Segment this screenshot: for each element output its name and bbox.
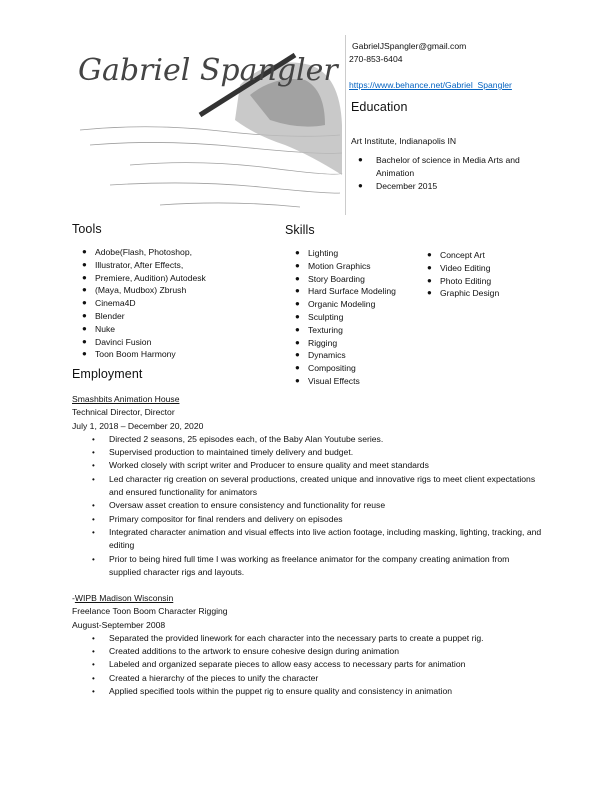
skills-list-col1 [295, 247, 396, 388]
list-item: ● Hard Surface Modeling [295, 286, 396, 297]
list-item: • Led character rig creation on several productions, created unique and innovative rigs to meet client expectations and ensured functionality for animators [92, 473, 536, 498]
list-item: ● Nuke [82, 323, 116, 334]
job-title: Technical Director, Director [72, 407, 175, 418]
bullet-icon: • [92, 514, 95, 524]
skills-heading: Skills [285, 223, 315, 237]
bullet-icon: ● [295, 286, 300, 296]
bullet-icon: ● [295, 260, 300, 270]
signature: Gabriel Spangler [78, 53, 338, 88]
list-item: • Created additions to the artwork to ensure cohesive design during animation [109, 645, 542, 658]
bullet-icon: ● [82, 336, 87, 346]
bullet-icon: ● [358, 155, 363, 164]
list-item: ● Blender [82, 310, 125, 321]
list-item: ● Story Boarding [295, 273, 365, 284]
list-item: • Separated the provided linework for each character into the necessary parts to create a puppet rig. [109, 632, 542, 645]
bullet-icon: ● [82, 310, 87, 320]
list-item: ● Texturing [295, 324, 343, 335]
bullet-icon: ● [427, 275, 432, 285]
list-item: • Directed 2 seasons, 25 episodes each, of the Baby Alan Youtube series. [109, 433, 542, 446]
list-item: ● Adobe(Flash, Photoshop, [82, 247, 192, 257]
bullet-icon: • [92, 633, 95, 643]
list-item: ● Graphic Design [427, 288, 500, 299]
bullet-icon: ● [427, 288, 432, 298]
job-wipb: -WIPB Madison Wisconsin Freelance Toon Boom Character Rigging August-September 2008 • Separated the provided linework for each character into the necessary parts to create a puppet rig. • Created additions to the artwork to ensure cohesive design during animation • Labeled and organized separate pieces to allow easy access to necessary parts for animation • Created a hierarchy of the pieces to unify the character • Applied specified tools within the puppet rig to ensure quality and consistency in animation [72, 592, 542, 698]
bullet-icon: • [92, 474, 95, 484]
list-item: • Created a hierarchy of the pieces to unify the character [109, 672, 542, 685]
list-item: ● Concept Art [427, 250, 485, 260]
header-divider [345, 35, 346, 215]
bullet-icon: ● [427, 262, 432, 272]
list-item: • Supervised production to maintained timely delivery and budget. [109, 446, 542, 459]
bullet-icon: ● [295, 324, 300, 334]
list-item: • Oversaw asset creation to ensure consistency and functionality for reuse [109, 499, 542, 512]
job-bullets [92, 632, 542, 698]
bullet-icon: • [92, 434, 95, 444]
list-item: ● Bachelor of science in Media Arts and Animation [358, 155, 520, 178]
education-list [358, 154, 551, 192]
list-item: ● Rigging [295, 337, 338, 348]
list-item: • Prior to being hired full time I was working as freelance animator for the company creating animation from supplied character rigs and layouts. [92, 553, 510, 577]
education-school: Art Institute, Indianapolis IN [351, 136, 457, 146]
list-item: ● Toon Boom Harmony [82, 349, 176, 360]
list-item: • Labeled and organized separate pieces to allow easy access to necessary parts for animation [109, 658, 542, 671]
bullet-icon: ● [295, 311, 300, 321]
bullet-icon: ● [82, 298, 87, 308]
job-company: WIPB Madison Wisconsin [74, 593, 174, 603]
list-item: • Primary compositor for final renders and delivery on episodes [109, 513, 542, 526]
tools-list [82, 246, 206, 361]
list-item: • Integrated character animation and visual effects into live action footage, including masking, lighting, tracking, and editing [92, 526, 542, 551]
bullet-icon: • [92, 673, 95, 683]
bullet-icon: • [92, 527, 95, 537]
bullet-icon: ● [82, 285, 87, 295]
list-item: • Applied specified tools within the puppet rig to ensure quality and consistency in animation [109, 685, 542, 698]
contact-phone: 270-853-6404 [349, 54, 403, 64]
bullet-icon: ● [295, 299, 300, 309]
list-item: ● Sculpting [295, 311, 344, 322]
list-item: ● Illustrator, After Effects, [82, 259, 184, 270]
bullet-icon: ● [295, 273, 300, 283]
contact-email: GabrielJSpangler@gmail.com [352, 41, 467, 51]
bullet-icon: • [92, 448, 95, 458]
bullet-icon: ● [82, 247, 87, 256]
bullet-icon: ● [295, 337, 300, 347]
education-heading: Education [351, 100, 408, 114]
job-title: Freelance Toon Boom Character Rigging [72, 606, 228, 617]
job-bullets [92, 433, 542, 579]
bullet-icon: ● [295, 248, 300, 257]
job-smashbits [72, 393, 542, 579]
tools-heading: Tools [72, 222, 102, 236]
list-item: ● Photo Editing [427, 275, 492, 286]
bullet-icon: • [92, 501, 95, 511]
list-item: ● December 2015 [358, 180, 438, 191]
job-company: Smashbits Animation House [72, 394, 180, 404]
list-item: ● Organic Modeling [295, 299, 376, 310]
job-dates: July 1, 2018 – December 20, 2020 [72, 420, 204, 431]
list-item: ● Visual Effects [295, 375, 360, 386]
job-dates: August-September 2008 [72, 619, 166, 630]
list-item: ● Premiere, Audition) Autodesk [82, 272, 206, 283]
portfolio-link[interactable]: https://www.behance.net/Gabriel_Spangler [349, 80, 512, 90]
bullet-icon: ● [427, 250, 432, 259]
header-sketch-image [70, 35, 346, 217]
list-item: ● Dynamics [295, 350, 346, 361]
bullet-icon: • [92, 660, 95, 670]
bullet-icon: • [92, 687, 95, 697]
list-item: ● Lighting [295, 248, 339, 258]
bullet-icon: ● [82, 259, 87, 269]
bullet-icon: ● [295, 375, 300, 385]
bullet-icon: • [92, 461, 95, 471]
list-item: ● Cinema4D [82, 298, 136, 309]
bullet-icon: • [92, 554, 95, 564]
list-item: ● Davinci Fusion [82, 336, 152, 347]
bullet-icon: ● [295, 350, 300, 360]
skills-list-col2 [427, 249, 500, 300]
bullet-icon: ● [295, 363, 300, 373]
bullet-icon: ● [82, 272, 87, 282]
list-item: ● Compositing [295, 363, 356, 374]
bullet-icon: ● [82, 349, 87, 359]
bullet-icon: • [92, 647, 95, 657]
list-item: • Worked closely with script writer and Producer to ensure quality and meet standards [109, 459, 542, 472]
list-item: ● Motion Graphics [295, 260, 371, 271]
employment-heading: Employment [72, 367, 143, 381]
list-item: ● Video Editing [427, 262, 491, 273]
bullet-icon: ● [82, 323, 87, 333]
list-item: ● (Maya, Mudbox) Zbrush [82, 285, 187, 296]
bullet-icon: ● [358, 180, 363, 190]
